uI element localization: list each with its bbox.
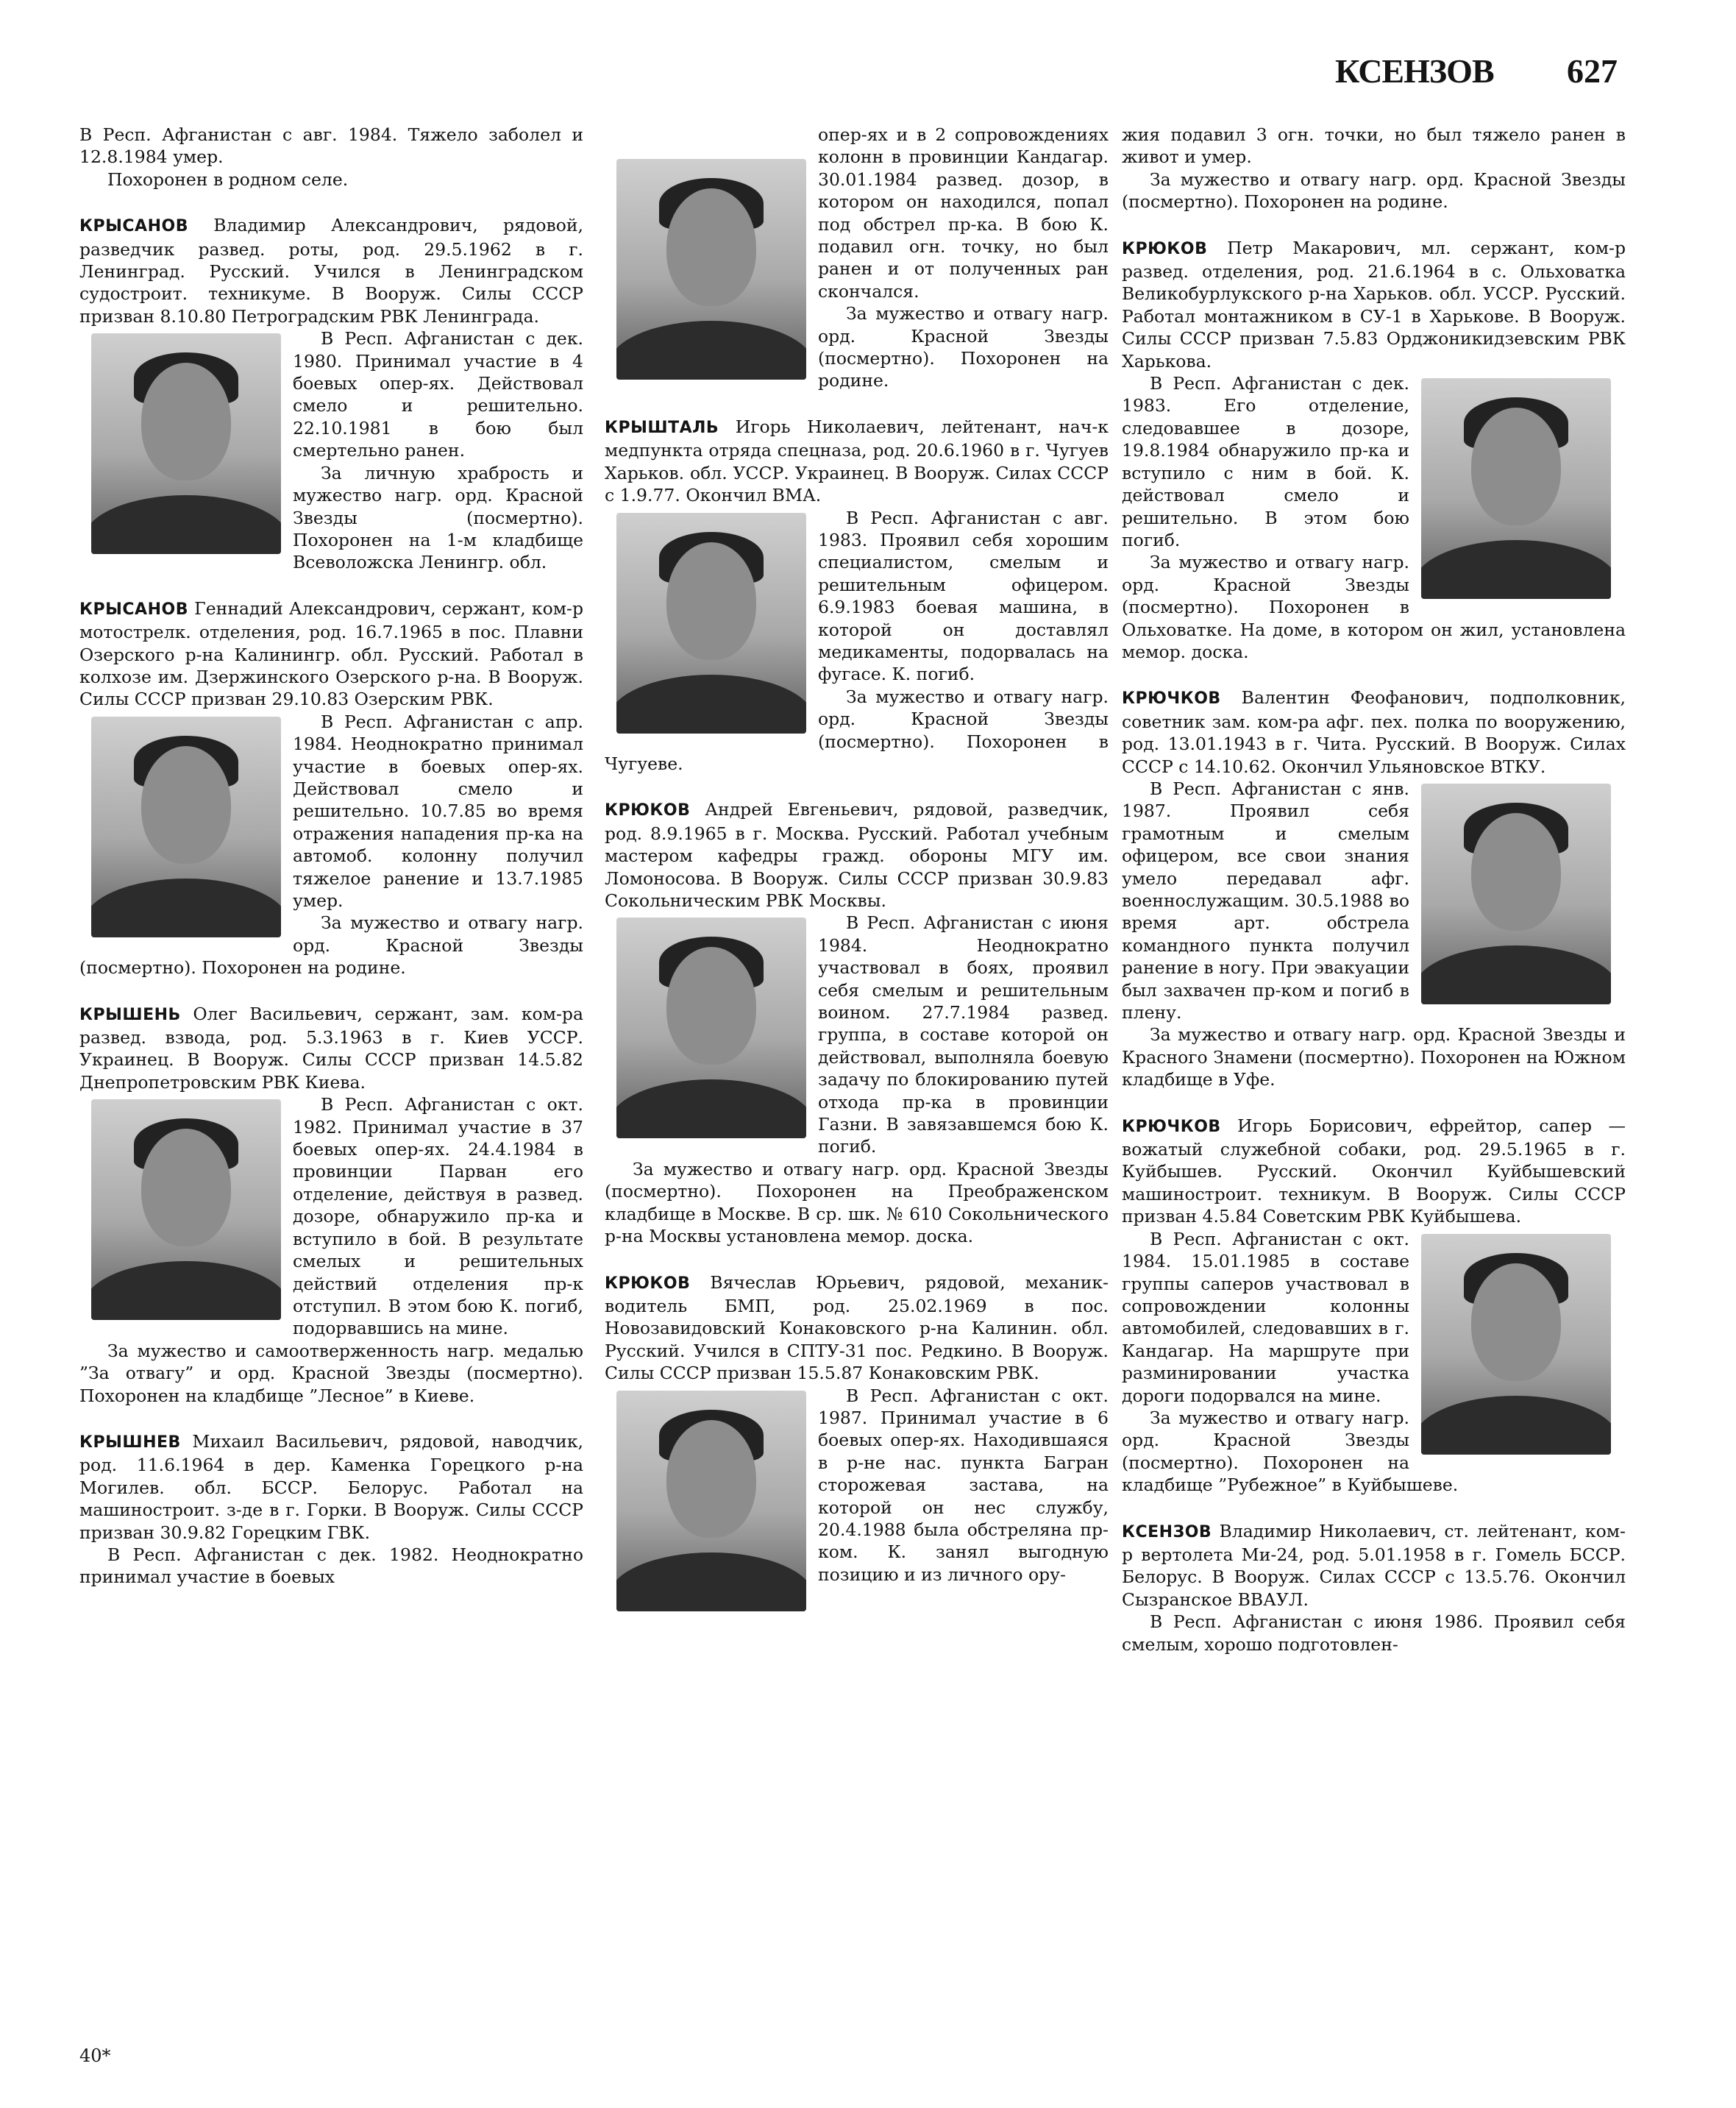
biography-entry — [605, 798, 1109, 1247]
photo-shoulders — [616, 1552, 806, 1611]
paragraph-text: За мужество и отвагу нагр. орд. Красной Звезды (посмертно). Похоронен на кладбище ”Рубежное” в Куйбышеве. — [1122, 1407, 1459, 1496]
biography-entry — [1122, 237, 1626, 664]
paragraph-text: За мужество и отвагу нагр. орд. Красной Звезды (посмертно). Похоронен на Преображенском кладбище в Москве. В ср. шк. № 610 Сокольнического р-на Москвы установлена мемор. доска. — [605, 1158, 1109, 1247]
entry-lead-paragraph — [79, 214, 583, 327]
photo-shoulders — [91, 1261, 281, 1320]
biography-entry — [79, 597, 583, 979]
photo-head — [666, 1420, 756, 1538]
photo-head — [666, 188, 756, 306]
biography-entry — [79, 214, 583, 574]
paragraph-text: В Респ. Афганистан с авг. 1984. Тяжело заболел и 12.8.1984 умер. — [79, 124, 583, 168]
text-column-2 — [605, 124, 1109, 1616]
paragraph-text: В Респ. Афганистан с дек. 1980. Принимал участие в 4 боевых опер-ях. Действовал смело и решительно. 22.10.1981 в бою был смертельно ранен. — [293, 328, 583, 461]
paragraph-text: За мужество и отвагу нагр. орд. Красной Звезды (посмертно). Похоронен в Чугуеве. — [605, 686, 1109, 774]
entry-surname: КРЮКОВ — [605, 1274, 691, 1293]
entry-lead-paragraph — [1122, 1115, 1626, 1228]
biography-entry — [1122, 1115, 1626, 1497]
paragraph-text: жия подавил 3 огн. точки, но был тяжело ранен в живот и умер. — [1122, 124, 1626, 168]
paragraph-text: В Респ. Афганистан с июня 1986. Проявил себя смелым, хорошо подготовлен- — [1122, 1611, 1626, 1655]
photo-head — [1471, 813, 1561, 931]
biography-entry — [605, 416, 1109, 776]
paragraph-text: Игорь Николаевич, лейтенант, нач-к медпункта отряда спецназа, род. 20.6.1960 в г. Чугуев Харьков. обл. УССР. Украинец. В Вооруж. Силах СССР с 1.9.77. Окончил ВМА. — [605, 416, 1109, 506]
portrait-krysnev — [616, 159, 806, 380]
portrait-kryukov-petr — [1421, 378, 1611, 599]
photo-shoulders — [1421, 945, 1611, 1004]
entry-lead-paragraph — [1122, 1520, 1626, 1611]
paragraph-text: В Респ. Афганистан с дек. 1982. Неоднократно принимал участие в боевых — [79, 1544, 583, 1588]
entry-paragraph — [79, 1544, 583, 1589]
paragraph-text: Похоронен в родном селе. — [107, 168, 349, 190]
entry-paragraph — [1122, 168, 1626, 213]
entry-surname: КРЮЧКОВ — [1122, 689, 1221, 709]
signature-mark: 40* — [79, 2045, 111, 2066]
paragraph-text: Вячеслав Юрьевич, рядовой, механик-водитель БМП, род. 25.02.1969 в пос. Новозавидовский Конаковского р-на Калинин. обл. Русский. Учился в СПТУ-31 пос. Редкино. В Вооруж. Силы СССР призван 15.5.87 Конаковским РВК. — [605, 1271, 1109, 1384]
entry-paragraph — [605, 1158, 1109, 1248]
entry-lead-paragraph — [605, 416, 1109, 507]
portrait-kryshtal — [616, 513, 806, 734]
biography-entry — [605, 1271, 1109, 1586]
portrait-kryukov-vyacheslav — [616, 1391, 806, 1611]
entry-surname: КСЕНЗОВ — [1122, 1522, 1212, 1541]
entry-surname: КРЫШТАЛЬ — [605, 418, 719, 437]
photo-head — [1471, 408, 1561, 525]
paragraph-text: Олег Васильевич, сержант, зам. ком-ра развед. взвода, род. 5.3.1963 в г. Киев УССР. Украинец. В Вооруж. Силы СССР призван 14.5.82 Днепропетровским РВК Киева. — [79, 1003, 583, 1093]
portrait-kryshen — [91, 1099, 281, 1320]
paragraph-text: За личную храбрость и мужество нагр. орд. Красной Звезды (посмертно). Похоронен на 1-м кладбище Всеволожска Ленингр. обл. — [293, 462, 583, 573]
photo-head — [666, 947, 756, 1065]
biography-entry — [79, 1003, 583, 1407]
biography-entry — [79, 1430, 583, 1589]
entry-lead-paragraph — [79, 124, 583, 168]
portrait-kryuchkov-valentin — [1421, 784, 1611, 1004]
entry-surname: КРЫСАНОВ — [79, 217, 188, 236]
entry-lead-paragraph — [1122, 124, 1626, 168]
entry-continuation — [79, 124, 583, 191]
paragraph-text: В Респ. Афганистан с окт. 1987. Принимал участие в 6 боевых опер-ях. Находившаяся в р-не нас. пункта Багран сторожевая застава, на которой он нес службу, 20.4.1988 была обстреляна пр-ком. К. занял выгодную позицию и из личного ору- — [818, 1385, 1109, 1585]
entry-surname: КРЫШНЕВ — [79, 1433, 181, 1452]
paragraph-text: Геннадий Александрович, сержант, ком-р мотострелк. отделения, род. 16.7.1965 в пос. Плавни Озерского р-на Калинингр. обл. Русский. Работал в колхозе им. Дзержинского Озерского р-на. В Вооруж. Силы СССР призван 29.10.83 Озерским РВК. — [79, 597, 583, 710]
entry-surname: КРЮКОВ — [1122, 239, 1208, 258]
entry-lead-paragraph — [79, 1430, 583, 1544]
paragraph-text: опер-ях и в 2 сопровождениях колонн в провинции Кандагар. 30.01.1984 развед. дозор, в котором он находился, попал под обстрел пр-ка. В бою К. подавил огн. точку, но был ранен и от полученных ран скончался. — [818, 124, 1109, 302]
entry-surname: КРЫСАНОВ — [79, 600, 188, 619]
paragraph-text: Михаил Васильевич, рядовой, наводчик, род. 11.6.1964 в дер. Каменка Горецкого р-на Могилев. обл. БССР. Белорус. Работал на машиностроит. з-де в г. Горки. В Вооруж. Силы СССР призван 30.9.82 Горецким ГВК. — [79, 1430, 583, 1543]
portrait-kryukov-andrey — [616, 918, 806, 1138]
photo-shoulders — [616, 1079, 806, 1138]
paragraph-text: В Респ. Афганистан с окт. 1982. Принимал участие в 37 боевых опер-ях. 24.4.1984 в провинции Парван его отделение, действуя в развед. дозоре, обнаружило пр-ка и вступило в бой. В результате смелых и решительных действий отделения пр-к отступил. В этом бою К. погиб, подорвавшись на мине. — [293, 1094, 583, 1339]
photo-shoulders — [91, 879, 281, 937]
entry-surname: КРЮЧКОВ — [1122, 1117, 1221, 1136]
paragraph-text: Андрей Евгеньевич, рядовой, разведчик, род. 8.9.1965 в г. Москва. Русский. Работал учебным мастером кафедры гражд. обороны МГУ им. Ломоносова. В Вооруж. Силы СССР призван 30.9.83 Сокольническим РВК Москвы. — [605, 799, 1109, 911]
entry-lead-paragraph — [605, 798, 1109, 912]
portrait-kryuchkov-igor — [1421, 1234, 1611, 1455]
photo-head — [1471, 1263, 1561, 1381]
paragraph-text: Игорь Борисович, ефрейтор, сапер — вожатый служебной собаки, род. 29.5.1965 в г. Куйбышев. Русский. Окончил Куйбышевский машиностроит. техникум. В Вооруж. Силы СССР призван 4.5.84 Советским РВК Куйбышева. — [1122, 1115, 1626, 1227]
biography-entry — [1122, 1520, 1626, 1655]
paragraph-text: Владимир Николаевич, ст. лейтенант, ком-р вертолета Ми-24, род. 5.01.1958 в г. Гомель БССР. Белорус. В Вооруж. Силах СССР с 13.5.76. Окончил Сызранское ВВАУЛ. — [1122, 1520, 1626, 1610]
photo-head — [141, 363, 231, 480]
paragraph-text: За мужество и отвагу нагр. орд. Красной Звезды (посмертно). Похоронен на родине. — [1122, 168, 1626, 213]
paragraph-text: За мужество и отвагу нагр. орд. Красной Звезды и Красного Знамени (посмертно). Похоронен на Южном кладбище в Уфе. — [1122, 1024, 1626, 1090]
entry-continuation — [605, 124, 1109, 392]
paragraph-text: В Респ. Афганистан с июня 1984. Неоднократно участвовал в боях, проявил себя смелым и решительным воином. 27.7.1984 развед. группа, в составе которой он действовал, выполняла боевую задачу по блокированию путей отхода пр-ка в провинции Газни. В завязавшемся бою К. погиб. — [818, 912, 1109, 1157]
entry-lead-paragraph — [1122, 686, 1626, 778]
photo-head — [141, 746, 231, 864]
entry-paragraph — [79, 1340, 583, 1407]
photo-head — [666, 542, 756, 660]
entry-lead-paragraph — [79, 597, 583, 711]
photo-shoulders — [1421, 540, 1611, 599]
page-number: 627 — [1567, 52, 1618, 90]
photo-shoulders — [1421, 1396, 1611, 1455]
paragraph-text: В Респ. Афганистан с авг. 1983. Проявил себя хорошим специалистом, смелым и решительным офицером. 6.9.1983 боевая машина, в которой он доставлял медикаменты, подорвалась на фугасе. К. погиб. — [818, 507, 1109, 685]
entry-surname: КРЫШЕНЬ — [79, 1005, 181, 1024]
paragraph-text: Петр Макарович, мл. сержант, ком-р развед. отделения, род. 21.6.1964 в с. Ольховатка Великобурлукского р-на Харьков. обл. УССР. Русский. Работал монтажником в СУ-1 в Харькове. В Вооруж. Силы СССР призван 7.5.83 Орджоникидзевским РВК Харькова. — [1122, 237, 1626, 372]
entry-paragraph — [1122, 1023, 1626, 1090]
entry-lead-paragraph — [605, 1271, 1109, 1385]
running-head: КСЕНЗОВ — [1335, 52, 1494, 90]
paragraph-text: За мужество и отвагу нагр. орд. Красной Звезды (посмертно). Похоронен на родине. — [818, 303, 1109, 391]
paragraph-text: Владимир Александрович, рядовой, разведчик развед. роты, род. 29.5.1962 в г. Ленинград. Русский. Учился в Ленинградском судостроит. техникуме. В Вооруж. Силы СССР призван 8.10.80 Петроградским РВК Ленинграда. — [79, 215, 583, 327]
entry-continuation — [1122, 124, 1626, 213]
paragraph-text: В Респ. Афганистан с апр. 1984. Неоднократно принимал участие в боевых опер-ях. Действовал смело и решительно. 10.7.85 во время отражения нападения пр-ка на автомоб. колонну получил тяжелое ранение и 13.7.1985 умер. — [293, 711, 583, 911]
text-column-1 — [79, 124, 583, 1612]
biography-entry — [1122, 686, 1626, 1090]
entry-lead-paragraph — [1122, 237, 1626, 372]
text-column-3 — [1122, 124, 1626, 1679]
paragraph-text: В Респ. Афганистан с янв. 1987. Проявил себя грамотным и смелым офицером, все свои знания умело передавал афг. военнослужащим. 30.5.1988 во время арт. обстрела командного пункта получил ранение в ногу. При эвакуации был захвачен пр-ком и погиб в плену. — [1122, 778, 1409, 1023]
paragraph-text: В Респ. Афганистан с дек. 1983. Его отделение, следовавшее в дозоре, 19.8.1984 обнаружило пр-ка и вступило с ним в бой. К. действовал смело и решительно. В этом бою погиб. — [1122, 373, 1409, 550]
entry-paragraph — [79, 168, 583, 191]
paragraph-text: За мужество и самоотверженность нагр. медалью ”За отвагу” и орд. Красной Звезды (посмертно). Похоронен на кладбище ”Лесное” в Киеве. — [79, 1340, 583, 1406]
portrait-krysanov-vladimir — [91, 333, 281, 554]
entry-paragraph — [1122, 1611, 1626, 1655]
paragraph-text: За мужество и отвагу нагр. орд. Красной Звезды (посмертно). Похоронен на родине. — [79, 912, 583, 979]
photo-shoulders — [616, 321, 806, 380]
paragraph-text: Валентин Феофанович, подполковник, советник зам. ком-ра афг. пех. полка по вооружению, род. 13.01.1943 в г. Чита. Русский. В Вооруж. Силах СССР с 14.10.62. Окончил Ульяновское ВТКУ. — [1122, 687, 1626, 777]
photo-shoulders — [616, 675, 806, 734]
photo-head — [141, 1129, 231, 1246]
portrait-krysanov-gennadiy — [91, 717, 281, 937]
entry-surname: КРЮКОВ — [605, 801, 691, 820]
paragraph-text: За мужество и отвагу нагр. орд. Красной Звезды (посмертно). Похоронен в Ольховатке. На доме, в котором он жил, установлена мемор. доска. — [1122, 552, 1626, 662]
photo-shoulders — [91, 495, 281, 554]
entry-lead-paragraph — [79, 1003, 583, 1094]
paragraph-text: В Респ. Афганистан с окт. 1984. 15.01.1985 в составе группы саперов участвовал в сопровождении колонны автомобилей, следовавших в г. Кандагар. На маршруте при разминировании участка дороги подорвался на мине. — [1122, 1228, 1409, 1406]
